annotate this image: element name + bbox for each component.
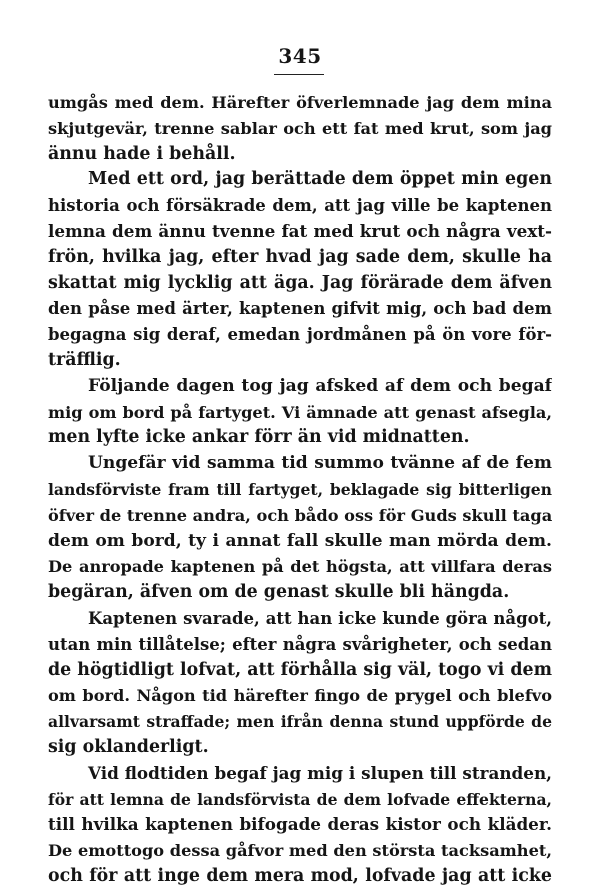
text-line: den påse med ärter, kaptenen gifvit mig, och bad dem	[48, 299, 552, 319]
text-line: träfflig.	[48, 349, 121, 370]
text-line: frön, hvilka jag, efter hvad jag sade dem, skulle ha	[48, 246, 552, 267]
text-line: begagna sig deraf, emedan jordmånen på ön vore för-	[48, 325, 552, 345]
text-line: sig oklanderligt.	[48, 736, 209, 757]
text-line: Kaptenen svarade, att han icke kunde göra något,	[88, 608, 552, 628]
page-number: 345	[278, 44, 322, 68]
text-line: umgås med dem. Härefter öfverlemnade jag dem mina	[48, 93, 552, 112]
page-number-underline	[274, 74, 324, 75]
text-line: öfver de trenne andra, och bådo oss för Guds skull taga	[48, 505, 552, 525]
text-line: skattat mig lycklig att äga. Jag förärade dem äfven	[48, 272, 552, 293]
text-line: De anropade kaptenen på det högsta, att villfara deras	[48, 557, 552, 577]
text-line: för att lemna de landsförvista de dem lofvade effekterna,	[48, 789, 552, 809]
text-line: utan min tillåtelse; efter några svårigheter, och sedan	[48, 634, 552, 654]
text-line: Vid flodtiden begaf jag mig i slupen till stranden,	[88, 762, 552, 783]
text-line: De emottogo dessa gåfvor med den största tacksamhet,	[48, 841, 552, 861]
text-line: ännu hade i behåll.	[48, 143, 236, 164]
text-line: historia och försäkrade dem, att jag ville be kaptenen	[48, 196, 552, 216]
text-line: om bord. Någon tid härefter fingo de prygel och blefvo	[48, 686, 552, 706]
body-text	[48, 90, 552, 890]
text-line: men lyfte icke ankar förr än vid midnatten.	[48, 427, 470, 448]
text-line: de högtidligt lofvat, att förhålla sig väl, togo vi dem	[48, 659, 552, 680]
text-line: skjutgevär, trenne sablar och ett fat med krut, som jag	[48, 118, 552, 138]
text-line: Ungefär vid samma tid summo tvänne af de fem	[88, 453, 552, 474]
text-line: dem om bord, ty i annat fall skulle man mörda dem.	[48, 530, 552, 551]
text-line: och för att inge dem mera mod, lofvade jag att icke	[48, 865, 552, 886]
text-line: Med ett ord, jag berättade dem öppet min egen	[88, 169, 552, 190]
text-line: till hvilka kaptenen bifogade deras kistor och kläder.	[48, 814, 552, 835]
text-line: lemna dem ännu tvenne fat med krut och några vext-	[48, 220, 552, 241]
text-line: allvarsamt straffade; men ifrån denna stund uppförde de	[48, 712, 552, 732]
text-line: mig om bord på fartyget. Vi ämnade att genast afsegla,	[48, 402, 552, 422]
text-line: Följande dagen tog jag afsked af dem och begaf	[88, 375, 552, 396]
text-line: begäran, äfven om de genast skulle bli hängda.	[48, 582, 510, 603]
text-line: landsförviste fram till fartyget, beklagade sig bitterligen	[48, 479, 552, 499]
